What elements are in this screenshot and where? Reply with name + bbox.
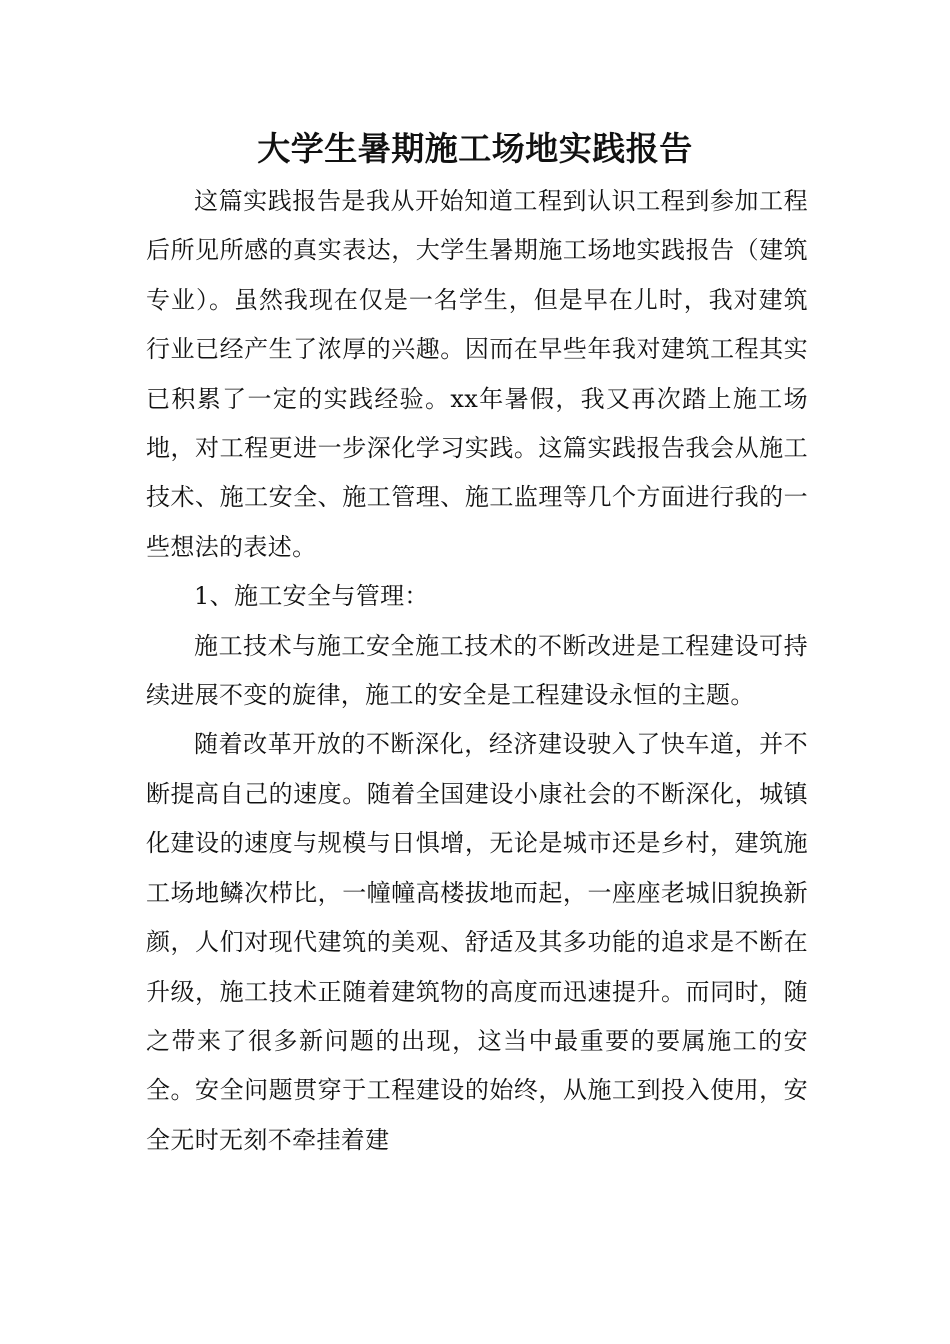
paragraph-intro: 这篇实践报告是我从开始知道工程到认识工程到参加工程后所见所感的真实表达，大学生暑期施工场地实践报告（建筑专业）。虽然我现在仅是一名学生，但是早在儿时，我对建筑行业已经产生了浓厚的兴趣。因而在早些年我对建筑工程其实已积累了一定的实践经验。xx年暑假，我又再次踏上施工场地，对工程更进一步深化学习实践。这篇实践报告我会从施工技术、施工安全、施工管理、施工监理等几个方面进行我的一些想法的表述。 <box>146 187 808 561</box>
document-body <box>146 177 808 1165</box>
section-heading-1: 1、施工安全与管理： <box>194 582 429 611</box>
paragraph-reform: 随着改革开放的不断深化，经济建设驶入了快车道，并不断提高自己的速度。随着全国建设小康社会的不断深化，城镇化建设的速度与规模与日惧增，无论是城市还是乡村，建筑施工场地鳞次栉比，一幢幢高楼拔地而起，一座座老城旧貌换新颜，人们对现代建筑的美观、舒适及其多功能的追求是不断在升级，施工技术正随着建筑物的高度而迅速提升。而同时，随之带来了很多新问题的出现，这当中最重要的要属施工的安全。安全问题贯穿于工程建设的始终，从施工到投入使用，安全无时无刻不牵挂着建 <box>146 730 808 1154</box>
document-title: 大学生暑期施工场地实践报告 <box>257 129 693 168</box>
paragraph-safety-theme: 施工技术与施工安全施工技术的不断改进是工程建设可持续进展不变的旋律，施工的安全是工程建设永恒的主题。 <box>146 631 808 710</box>
